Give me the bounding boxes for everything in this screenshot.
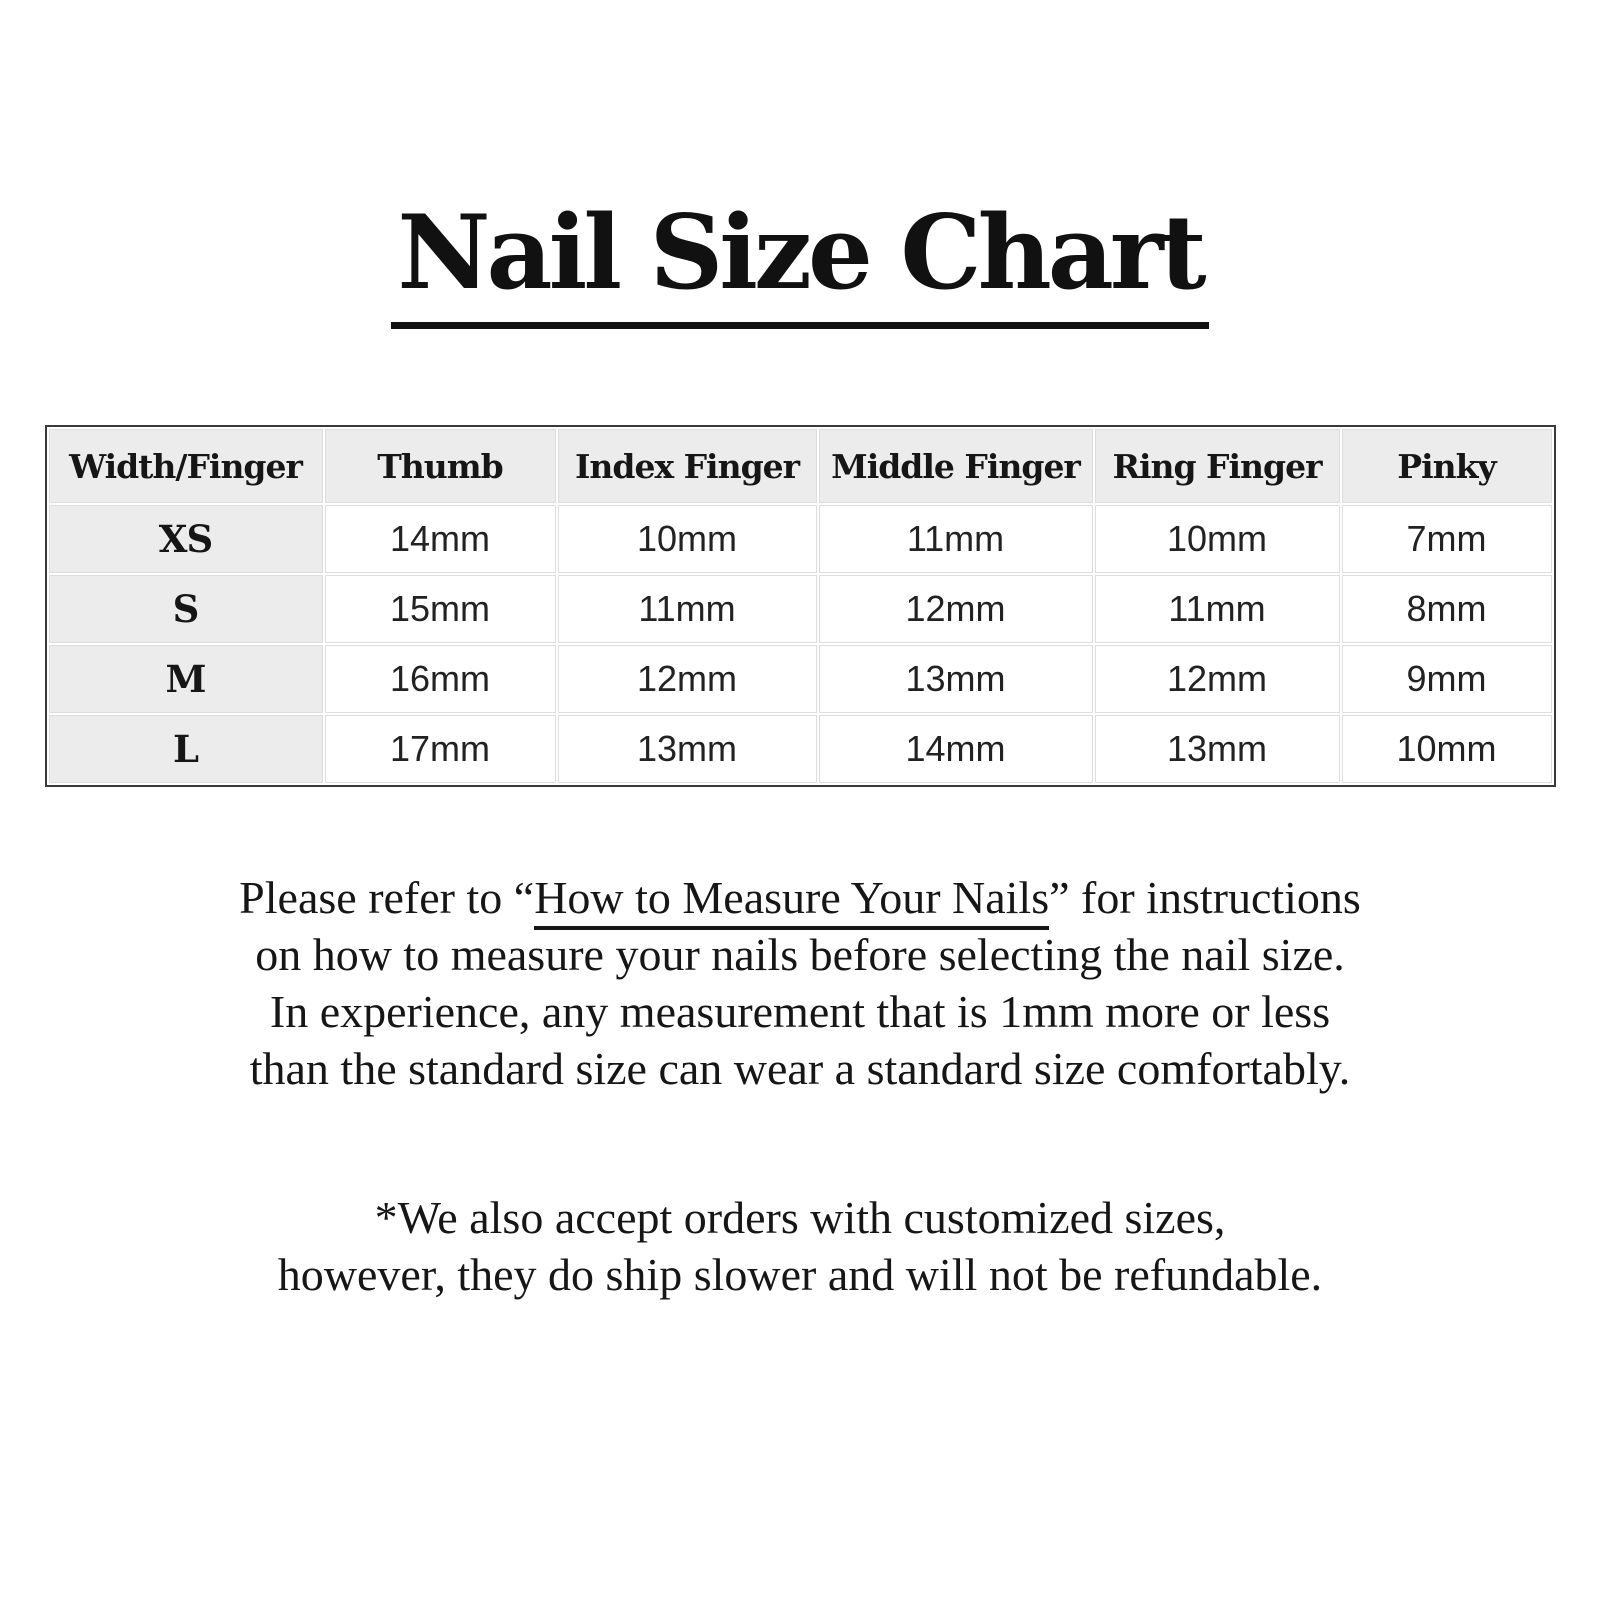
row-label-m: M	[49, 645, 323, 713]
measure-guide-reference: How to Measure Your Nails	[534, 872, 1049, 930]
size-cell-m-index: 12mm	[558, 645, 817, 713]
table-row-l	[49, 715, 1552, 783]
size-cell-s-middle: 12mm	[819, 575, 1093, 643]
column-header-ring-finger: Ring Finger	[1095, 429, 1340, 503]
text-segment: ” for instructions	[1049, 872, 1361, 924]
customized-sizes-note	[0, 1189, 1600, 1303]
size-cell-xs-index: 10mm	[558, 505, 817, 573]
text-line	[0, 869, 1600, 926]
text-line: *We also accept orders with customized sizes,	[374, 1192, 1226, 1244]
table-row-m	[49, 645, 1552, 713]
column-header-index-finger: Index Finger	[558, 429, 817, 503]
table-row-s	[49, 575, 1552, 643]
size-cell-s-ring: 11mm	[1095, 575, 1340, 643]
size-cell-s-pinky: 8mm	[1342, 575, 1552, 643]
text-line: In experience, any measurement that is 1mm more or less	[269, 986, 1331, 1038]
measuring-instructions-note	[0, 869, 1600, 1097]
size-cell-xs-pinky: 7mm	[1342, 505, 1552, 573]
text-line: than the standard size can wear a standard size comfortably.	[249, 1043, 1351, 1095]
table-header-row	[49, 429, 1552, 503]
page-title: Nail Size Chart	[391, 200, 1208, 329]
row-label-s: S	[49, 575, 323, 643]
text-line: on how to measure your nails before selecting the nail size.	[255, 929, 1345, 981]
size-cell-s-thumb: 15mm	[325, 575, 556, 643]
size-cell-m-thumb: 16mm	[325, 645, 556, 713]
size-cell-xs-thumb: 14mm	[325, 505, 556, 573]
row-label-l: L	[49, 715, 323, 783]
row-label-xs: XS	[49, 505, 323, 573]
size-cell-m-ring: 12mm	[1095, 645, 1340, 713]
title-section	[0, 0, 1600, 329]
size-cell-l-middle: 14mm	[819, 715, 1093, 783]
size-cell-l-ring: 13mm	[1095, 715, 1340, 783]
size-cell-xs-ring: 10mm	[1095, 505, 1340, 573]
nail-size-table	[45, 425, 1556, 787]
size-cell-l-thumb: 17mm	[325, 715, 556, 783]
column-header-pinky: Pinky	[1342, 429, 1552, 503]
column-header-width-finger: Width/Finger	[49, 429, 323, 503]
column-header-middle-finger: Middle Finger	[819, 429, 1093, 503]
text-line: however, they do ship slower and will not be refundable.	[277, 1249, 1323, 1301]
table-row-xs	[49, 505, 1552, 573]
size-cell-s-index: 11mm	[558, 575, 817, 643]
size-cell-xs-middle: 11mm	[819, 505, 1093, 573]
size-cell-l-index: 13mm	[558, 715, 817, 783]
text-segment: Please refer to “	[239, 872, 535, 924]
size-cell-m-pinky: 9mm	[1342, 645, 1552, 713]
column-header-thumb: Thumb	[325, 429, 556, 503]
size-cell-m-middle: 13mm	[819, 645, 1093, 713]
size-cell-l-pinky: 10mm	[1342, 715, 1552, 783]
